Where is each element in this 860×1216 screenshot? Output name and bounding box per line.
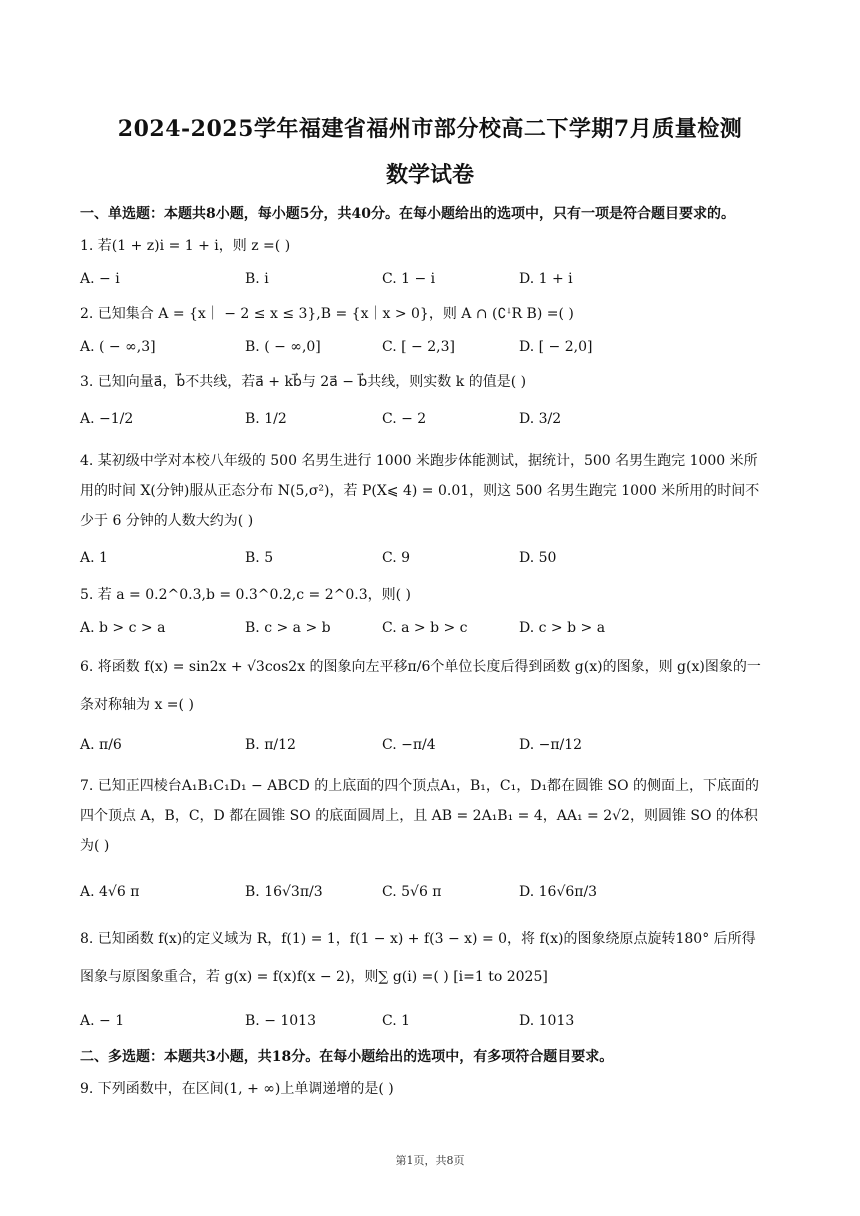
option-a: A. −1/2	[80, 411, 134, 427]
option-c: C. 1	[382, 1013, 411, 1029]
option-d: D. −π/12	[519, 737, 583, 753]
option-c: C. 9	[382, 550, 411, 566]
question-line: 6. 将函数 f(x) = sin2x + √3cos2x 的图象向左平移π/6个单位长度后得到函数 g(x)的图象，则 g(x)图象的一	[80, 659, 761, 675]
question-line: 8. 已知函数 f(x)的定义域为 R，f(1) = 1，f(1 − x) + f(3 − x) = 0，将 f(x)的图象绕原点旋转180° 后所得	[80, 931, 756, 947]
question-line: 图象与原图象重合，若 g(x) = f(x)f(x − 2)，则∑ g(i) =( ) [i=1 to 2025]	[80, 969, 548, 985]
option-a: A. π/6	[80, 737, 122, 753]
option-a: A. 4√6 π	[80, 884, 140, 900]
question-7	[80, 771, 785, 861]
option-d: D. 1 + i	[519, 271, 573, 287]
option-c: C. 5√6 π	[382, 884, 442, 900]
page-subtitle: 数学试卷	[385, 162, 474, 188]
question-line: 为( )	[80, 838, 110, 854]
question-2-options	[80, 339, 785, 361]
question-line: 7. 已知正四棱台A₁B₁C₁D₁ − ABCD 的上底面的四个顶点A₁，B₁，C₁，D₁都在圆锥 SO 的侧面上，下底面的	[80, 778, 760, 794]
option-a: A. − i	[80, 271, 120, 287]
option-c: C. a > b > c	[382, 620, 468, 636]
question-8-options	[80, 1013, 785, 1035]
question-5-options	[80, 620, 785, 642]
option-d: D. 16√6π/3	[519, 884, 598, 900]
option-c: C. − 2	[382, 411, 427, 427]
question-7-options	[80, 884, 785, 906]
page-footer: 第1页，共8页	[395, 1154, 465, 1167]
question-6-options	[80, 737, 785, 759]
question-line: 少于 6 分钟的人数大约为( )	[80, 513, 254, 529]
question-9	[80, 1074, 785, 1104]
option-d: D. 3/2	[519, 411, 562, 427]
question-line: 2. 已知集合 A = {x｜ − 2 ≤ x ≤ 3},B = {x｜x > 0}，则 A ∩ (∁ꜜR B) =( )	[80, 306, 574, 322]
question-3-options	[80, 411, 785, 433]
question-1	[80, 231, 785, 261]
question-line: 1. 若(1 + z)i = 1 + i，则 z =( )	[80, 238, 291, 254]
option-b: B. 1/2	[245, 411, 287, 427]
question-4-options	[80, 550, 785, 572]
option-b: B. ( − ∞,0]	[245, 339, 321, 355]
option-b: B. i	[245, 271, 269, 287]
option-b: B. − 1013	[245, 1013, 316, 1029]
option-a: A. 1	[80, 550, 108, 566]
section-heading-multi-choice: 二、多选题：本题共3小题，共18分。在每小题给出的选项中，有多项符合题目要求。	[80, 1049, 614, 1065]
option-a: A. ( − ∞,3]	[80, 339, 156, 355]
option-c: C. 1 − i	[382, 271, 436, 287]
option-b: B. c > a > b	[245, 620, 331, 636]
question-4	[80, 446, 785, 536]
option-b: B. π/12	[245, 737, 296, 753]
question-line: 3. 已知向量a⃗，b⃗不共线，若a⃗ + kb⃗与 2a⃗ − b⃗共线，则实数 k 的值是( )	[80, 374, 527, 390]
option-b: B. 16√3π/3	[245, 884, 323, 900]
question-5	[80, 580, 785, 610]
question-line: 9. 下列函数中，在区间(1, + ∞)上单调递增的是( )	[80, 1081, 394, 1097]
question-line: 4. 某初级中学对本校八年级的 500 名男生进行 1000 米跑步体能测试，据统计，500 名男生跑完 1000 米所	[80, 453, 758, 469]
question-line: 条对称轴为 x =( )	[80, 697, 194, 713]
option-d: D. 50	[519, 550, 557, 566]
option-d: D. c > b > a	[519, 620, 606, 636]
option-c: C. [ − 2,3]	[382, 339, 455, 355]
question-line: 四个顶点 A，B，C，D 都在圆锥 SO 的底面圆周上，且 AB = 2A₁B₁ = 4，AA₁ = 2√2，则圆锥 SO 的体积	[80, 808, 758, 824]
option-c: C. −π/4	[382, 737, 436, 753]
option-a: A. − 1	[80, 1013, 125, 1029]
question-line: 5. 若 a = 0.2^0.3,b = 0.3^0.2,c = 2^0.3，则( )	[80, 587, 411, 603]
section-heading-single-choice: 一、单选题：本题共8小题，每小题5分，共40分。在每小题给出的选项中，只有一项是符合题目要求的。	[80, 206, 735, 222]
option-b: B. 5	[245, 550, 274, 566]
question-1-options	[80, 271, 785, 293]
option-d: D. 1013	[519, 1013, 575, 1029]
option-a: A. b > c > a	[80, 620, 166, 636]
page-title: 2024-2025学年福建省福州市部分校高二下学期7月质量检测	[117, 116, 743, 142]
option-d: D. [ − 2,0]	[519, 339, 593, 355]
question-6	[80, 652, 785, 720]
question-8	[80, 924, 785, 992]
question-line: 用的时间 X(分钟)服从正态分布 N(5,σ²)，若 P(X⩽ 4) = 0.01，则这 500 名男生跑完 1000 米所用的时间不	[80, 483, 760, 499]
question-2	[80, 299, 785, 329]
question-3	[80, 367, 785, 397]
